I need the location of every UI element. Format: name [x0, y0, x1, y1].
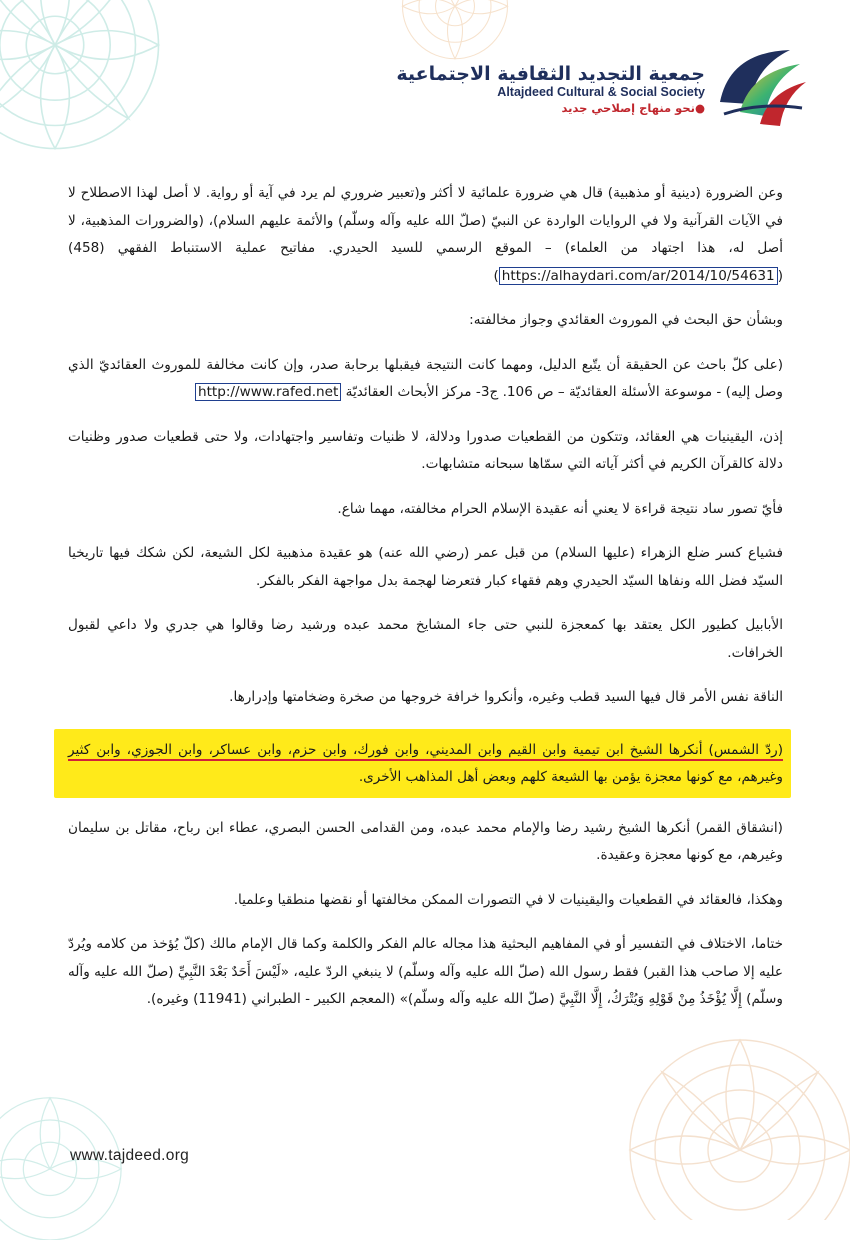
paragraph-zahra: فشياع كسر ضلع الزهراء (عليها السلام) من قبل عمر (رضي الله عنه) هو عقيدة مذهبية لكل الشيعة، لكن شكك فيها تاريخيا السيّد فضل الله ونفاها السيّد الحيدري وهم فقهاء كبار فتعرضا لهجمة بدل مواجهة الفكر بالفكر.: [68, 545, 783, 589]
paragraph-prevailing-view: فأيّ تصور ساد نتيجة قراءة لا يعني أنه عقيدة الإسلام الحرام مخالفته، مهما شاع.: [337, 500, 783, 517]
underlined-text: (ردّ الشمس) أنكرها الشيخ ابن تيمية وابن القيم وابن المديني، وابن فورك، وابن حزم، وابن عساكر، وابن الجوزي، وابن كثير: [68, 741, 783, 758]
paragraph-moon-split: (انشقاق القمر) أنكرها الشيخ رشيد رضا والإمام محمد عبده، ومن القدامى الحسن البصري، عطاء ابن رباح، مقاتل بن سليمان وغيرهم، مع كونها معجزة وعقيدة.: [68, 819, 783, 863]
article-body: [68, 180, 783, 1031]
paragraph-necessity: وعن الضرورة (دينية أو مذهبية) قال هي ضرورة علمائية لا أكثر و(تعبير ضروري لم يرد في آية أو رواية. لا أصل لهذا الاصطلاح لا في الآيات القرآنية ولا في الروايات الواردة عن النبيّ (صلّ الله عليه وآله وسلّم) والأئمة عليهم السلام)، (والضرورات المذهبية، لا أصل له، هذا اجتهاد من العلماء) – الموقع الرسمي للسيد الحيدري. مفاتيح عملية الاستنباط الفقهي (458) (https://alhaydari.com/ar/2014/10/54631): [68, 185, 783, 284]
footer-website[interactable]: www.tajdeed.org: [70, 1147, 190, 1164]
paragraph-closing: ختاما، الاختلاف في التفسير أو في المفاهيم البحثية هذا مجاله عالم الفكر والكلمة وكما قال الإمام مالك (كلّ يُؤخذ من كلامه ويُردّ عليه إلا صاحب هذا القبر) فقط رسول الله (صلّ الله عليه وآله وسلّم) لا ينبغي الردّ عليه، «لَيْسَ أَحَدٌ بَعْدَ النَّبِيِّ (صلّ الله عليه وآله وسلّم) إِلَّا يُؤْخَذُ مِنْ قَوْلِهِ وَيُتْرَكُ، إِلَّا النَّبِيَّ (صلّ الله عليه وآله وسلّم)» (المعجم الكبير - الطبراني (11941) وغيره).: [68, 936, 783, 1007]
paragraph-naqa: الناقة نفس الأمر قال فيها السيد قطب وغيره، وأنكروا خرافة خروجها من صخرة وضخامتها وإدرارها.: [229, 689, 783, 705]
org-tagline: ●نحو منهاج إصلاحي جديد: [561, 101, 705, 115]
rafed-link[interactable]: http://www.rafed.net: [195, 383, 341, 401]
alhaydari-link[interactable]: https://alhaydari.com/ar/2014/10/54631: [499, 267, 778, 285]
paragraph-research-right: وبشأن حق البحث في الموروث العقائدي وجواز مخالفته:: [469, 312, 783, 328]
paragraph-conclusion-beliefs: وهكذا، فالعقائد في القطعيات واليقينيات لا في التصورات الممكن مخالفتها أو نقضها منطقيا وعلميا.: [233, 891, 783, 908]
highlighted-paragraph-radd-al-shams: (ردّ الشمس) أنكرها الشيخ ابن تيمية وابن القيم وابن المديني، وابن فورك، وابن حزم، وابن عساكر، وابن الجوزي، وابن كثير وغيرهم، مع كونها معجزة يؤمن بها الشيعة كلهم وبعض أهل المذاهب الأخرى.: [54, 729, 791, 798]
mandala-ornament-bottom-right: [610, 1020, 850, 1220]
org-name-arabic: جمعية التجديد الثقافية الاجتماعية: [396, 63, 705, 85]
paragraph-ababil: الأبابيل كطيور الكل يعتقد بها كمعجزة للنبي حتى جاء المشايخ محمد عبده ورشيد رضا وقالوا هي جدري ولا داعي لقبول الخرافات.: [68, 617, 783, 661]
logo-text: [396, 64, 705, 116]
mandala-ornament-top-left: [0, 0, 170, 160]
paragraph-quote-researcher: (على كلّ باحث عن الحقيقة أن يتّبع الدليل، ومهما كانت النتيجة فيقبلها برحابة صدر، وإن كانت مخالفة للموروث العقائديّ الذي وصل إليه) - موسوعة الأسئلة العقائديّة – ص 106. ج3- مركز الأبحاث العقائديّة http://www.rafed.net: [68, 356, 783, 400]
header-logo: [396, 42, 810, 132]
paragraph-certainties: إذن، اليقينيات هي العقائد، وتتكون من القطعيات صدورا ودلالة، لا ظنيات وتفاسير واجتهادات، ولا حتى قطعيات صدور وظنيات دلالة كالقرآن الكريم في أكثر آياته التي سمّاها سبحانه متشابهات.: [68, 428, 783, 472]
org-name-english: Altajdeed Cultural & Social Society: [497, 85, 705, 99]
society-logo-icon: [710, 42, 810, 132]
